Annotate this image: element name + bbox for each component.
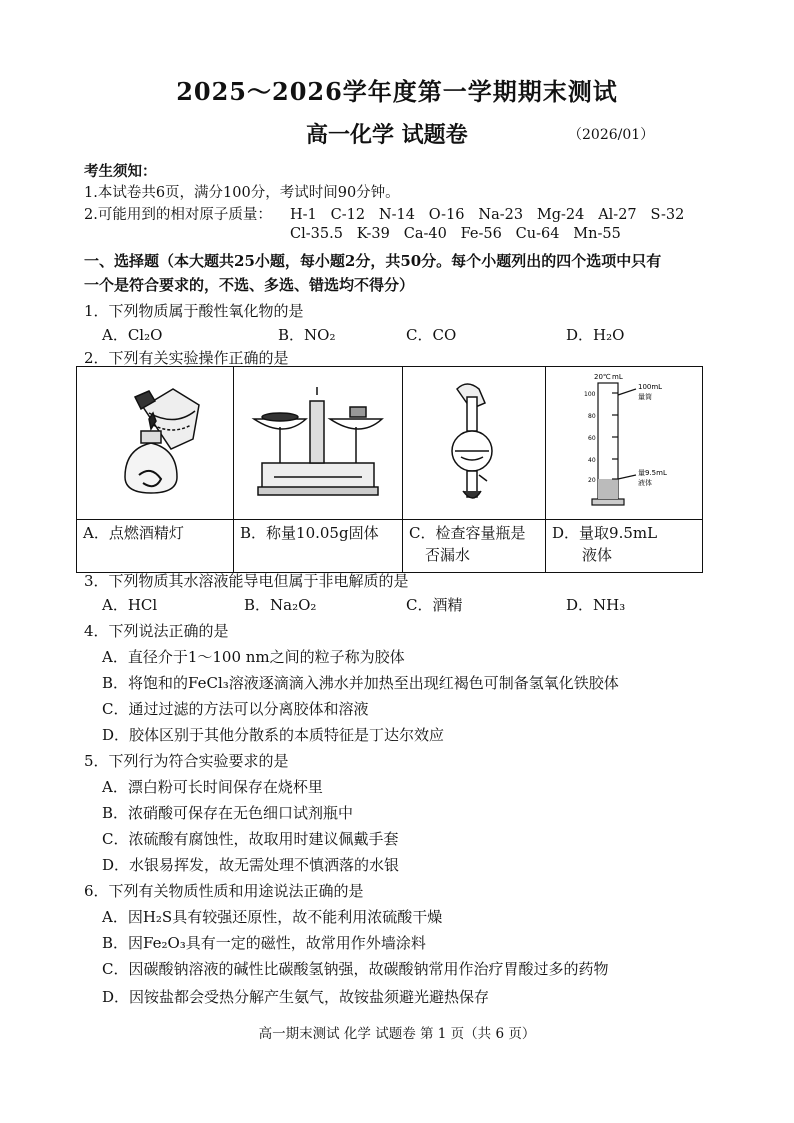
q1-option-c: C．CO [406,326,457,344]
mass-item: Cu-64 [515,226,560,242]
cyl-label-100ml: 100mL [638,383,663,391]
q2-figure-c [403,367,546,520]
q2-option-a: A．点燃酒精灯 [83,524,184,542]
q5-option-a: A．漂白粉可长时间保存在烧杯里 [102,778,323,796]
q2-figure-table [76,366,703,573]
q4-option-c: C．通过过滤的方法可以分离胶体和溶液 [102,700,369,718]
q4-option-b: B．将饱和的FeCl₃溶液逐滴滴入沸水并加热至出现红褐色可制备氢氧化铁胶体 [102,674,619,692]
q2-option-d-line1: D．量取9.5mL [552,524,658,542]
q3-option-a: A．HCl [102,596,158,614]
measuring-cylinder-icon [546,367,702,515]
q1-option-d: D．H₂O [566,326,625,344]
mass-item: K-39 [356,226,390,242]
cyl-label-name: 量筒 [638,393,652,401]
q2-option-c-line1: C．检查容量瓶是 [409,524,526,542]
q2-caption-c [403,520,546,573]
q2-figure-a [77,367,234,520]
q3-option-d: D．NH₃ [566,596,626,614]
atomic-mass-row1 [290,205,684,225]
q2-caption-b [234,520,403,573]
mass-item: Cl-35.5 [290,226,343,242]
q3-option-c: C．酒精 [406,596,463,614]
cyl-unit: mL [612,373,623,381]
exam-subtitle: 高一化学 试题卷 [306,122,468,148]
q2-figure-d [546,367,703,520]
q5-option-b: B．浓硝酸可保存在无色细口试剂瓶中 [102,804,354,822]
cyl-label-liquid: 液体 [638,479,652,487]
q3-option-b: B．Na₂O₂ [244,596,317,614]
atomic-mass-row2 [290,224,621,244]
q6-option-c: C．因碳酸钠溶液的碱性比碳酸氢钠强，故碳酸钠常用作治疗胃酸过多的药物 [102,960,609,978]
q6-option-d: D．因铵盐都会受热分解产生氨气，故铵盐须避光避热保存 [102,988,490,1006]
cyl-tick: 20 [588,477,596,484]
section1-line2: 一个是符合要求的，不选、多选、错选均不得分） [84,276,415,294]
notice-line2-prefix: 2.可能用到的相对原子质量： [84,207,272,223]
section1-line1: 一、选择题（本大题共25小题，每小题2分，共50分。每个小题列出的四个选项中只有 [84,252,662,270]
notice-line1: 1.本试卷共6页，满分100分，考试时间90分钟。 [84,185,400,201]
mass-item: Mn-55 [573,226,621,242]
q4-option-a: A．直径介于1～100 nm之间的粒子称为胶体 [102,648,405,666]
q6-stem: 6．下列有关物质性质和用途说法正确的是 [84,882,364,900]
cyl-tick: 60 [588,435,596,442]
q5-option-c: C．浓硫酸有腐蚀性，故取用时建议佩戴手套 [102,830,399,848]
q2-stem: 2．下列有关实验操作正确的是 [84,349,289,367]
mass-item: O-16 [428,207,465,223]
mass-item: H-1 [290,207,317,223]
q2-option-d-line2: 液体 [582,546,613,564]
q1-stem: 1．下列物质属于酸性氧化物的是 [84,302,304,320]
mass-item: Na-23 [478,207,524,223]
q6-option-b: B．因Fe₂O₃具有一定的磁性，故常用作外墙涂料 [102,934,426,952]
q1-option-b: B．NO₂ [278,326,336,344]
cyl-temp: 20℃ [594,373,611,381]
q2-figure-b [234,367,403,520]
q2-option-c-line2: 否漏水 [425,546,471,564]
mass-item: N-14 [378,207,415,223]
cyl-tick: 80 [588,413,596,420]
mass-item: C-12 [330,207,366,223]
q4-stem: 4．下列说法正确的是 [84,622,229,640]
alcohol-lamp-icon [77,367,233,515]
q3-stem: 3．下列物质其水溶液能导电但属于非电解质的是 [84,572,409,590]
cyl-tick: 100 [584,391,596,398]
q1-option-a: A．Cl₂O [102,326,163,344]
q5-stem: 5．下列行为符合实验要求的是 [84,752,289,770]
exam-date: （2026/01） [568,127,655,143]
mass-item: Ca-40 [403,226,447,242]
page-footer: 高一期末测试 化学 试题卷 第 1 页（共 6 页） [258,1026,536,1042]
mass-item: Fe-56 [460,226,502,242]
cyl-tick: 40 [588,457,596,464]
notice-heading: 考生须知： [84,163,157,180]
mass-item: S-32 [650,207,685,223]
q5-option-d: D．水银易挥发，故无需处理不慎洒落的水银 [102,856,400,874]
q2-caption-d [546,520,703,573]
cyl-label-volume: 量9.5mL [638,469,667,477]
q2-option-b: B．称量10.05g固体 [240,524,379,542]
q6-option-a: A．因H₂S具有较强还原性，故不能利用浓硫酸干燥 [102,908,443,926]
q4-option-d: D．胶体区别于其他分散系的本质特征是丁达尔效应 [102,726,445,744]
balance-scale-icon [234,367,402,515]
exam-title: 2025～2026学年度第一学期期末测试 [176,77,618,106]
mass-item: Mg-24 [536,207,585,223]
q2-caption-a [77,520,234,573]
mass-item: Al-27 [598,207,637,223]
volumetric-flask-icon [403,367,545,515]
